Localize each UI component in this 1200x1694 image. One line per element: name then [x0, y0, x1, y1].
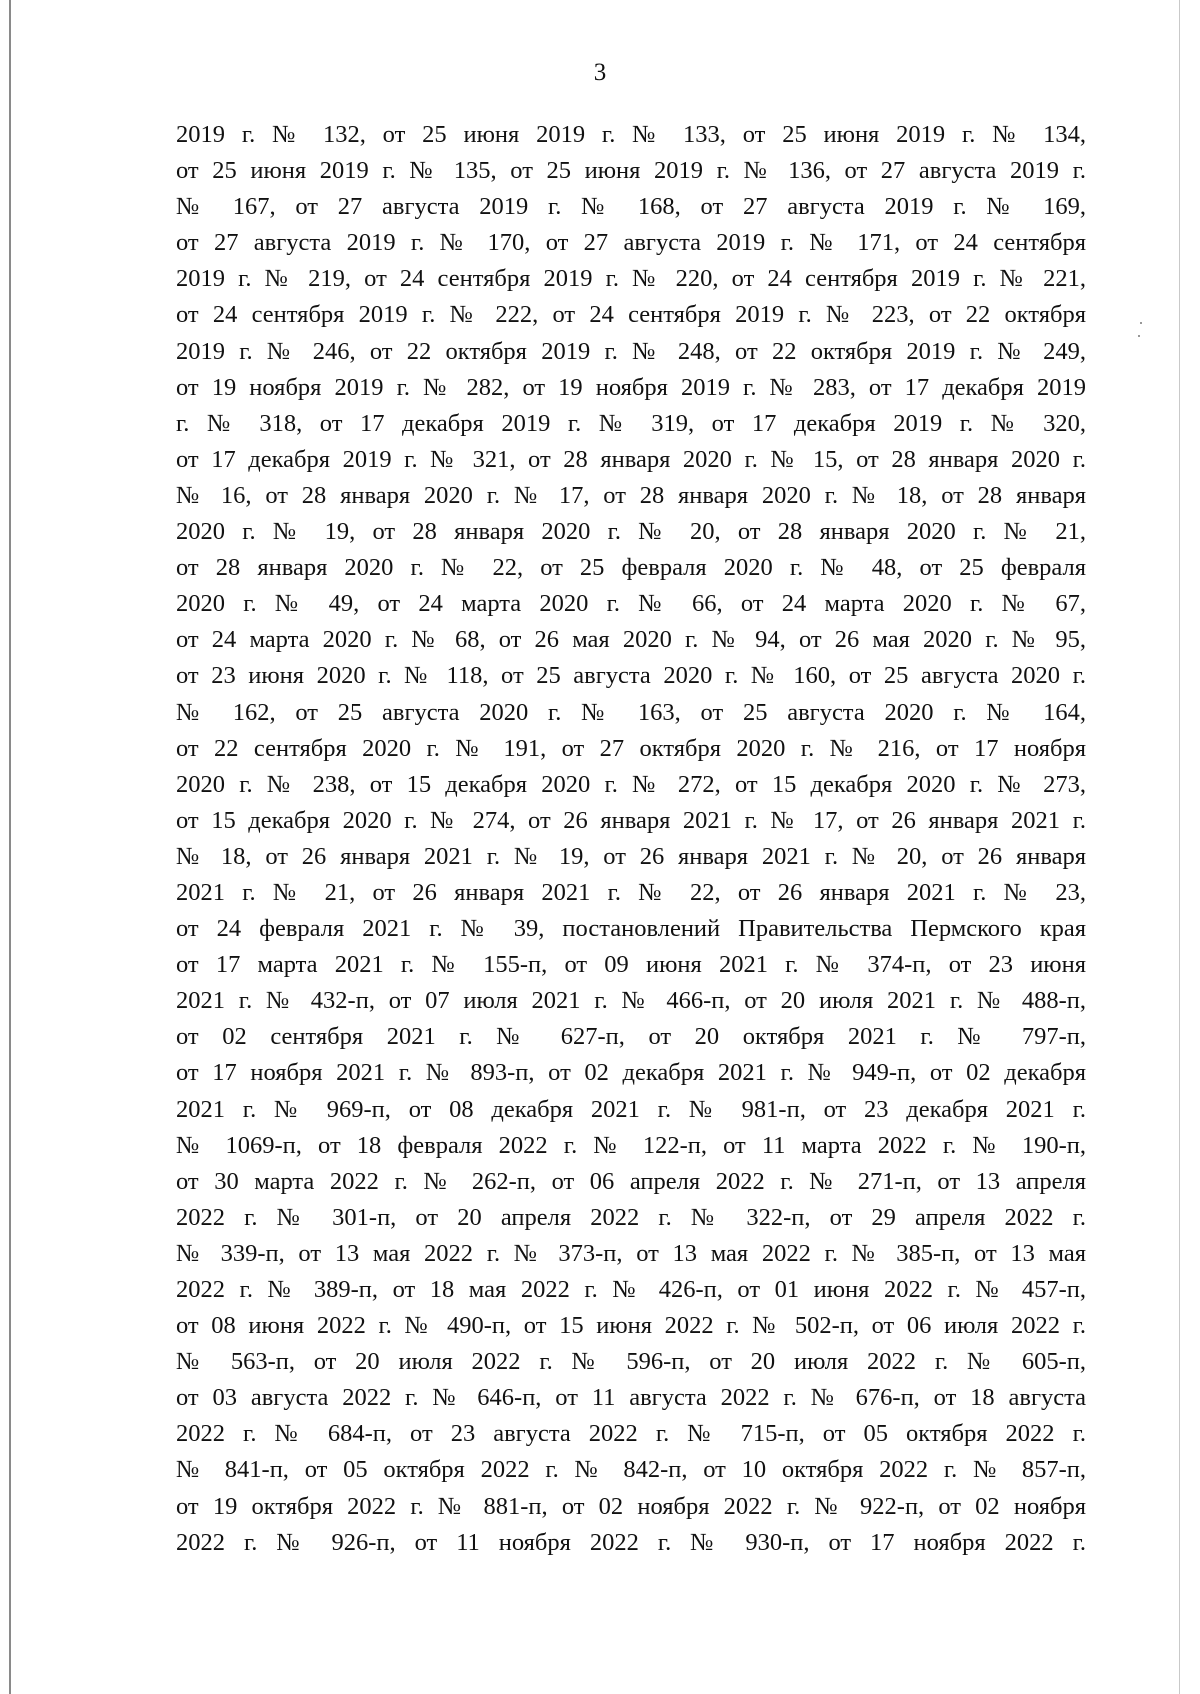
text-line: № 841-п, от 05 октября 2022 г. № 842-п, от 10 октября 2022 г. № 857-п,	[176, 1456, 1086, 1484]
text-line: 2020 г. № 49, от 24 марта 2020 г. № 66, от 24 марта 2020 г. № 67,	[176, 590, 1086, 618]
text-line: г. № 318, от 17 декабря 2019 г. № 319, от 17 декабря 2019 г. № 320,	[176, 409, 1086, 437]
text-line: от 24 февраля 2021 г. № 39, постановлений Правительства Пермского края	[176, 915, 1086, 943]
text-line: от 30 марта 2022 г. № 262-п, от 06 апреля 2022 г. № 271-п, от 13 апреля	[176, 1167, 1086, 1195]
text-line: от 27 августа 2019 г. № 170, от 27 августа 2019 г. № 171, от 24 сентября	[176, 229, 1086, 257]
text-line: № 18, от 26 января 2021 г. № 19, от 26 января 2021 г. № 20, от 26 января	[176, 842, 1086, 870]
text-line: от 17 марта 2021 г. № 155-п, от 09 июня 2021 г. № 374-п, от 23 июня	[176, 951, 1086, 979]
scan-right-edge	[1179, 0, 1180, 1694]
scan-speck	[1140, 322, 1142, 324]
text-line: от 25 июня 2019 г. № 135, от 25 июня 2019 г. № 136, от 27 августа 2019 г.	[176, 157, 1086, 185]
text-line: от 03 августа 2022 г. № 646-п, от 11 августа 2022 г. № 676-п, от 18 августа	[176, 1384, 1086, 1412]
scan-left-edge	[9, 0, 11, 1694]
text-line: от 02 сентября 2021 г. № 627-п, от 20 октября 2021 г. № 797-п,	[176, 1023, 1086, 1051]
body-text	[176, 117, 1086, 1561]
text-line: 2022 г. № 301-п, от 20 апреля 2022 г. № 322-п, от 29 апреля 2022 г.	[176, 1203, 1086, 1231]
scan-speck	[1138, 335, 1140, 337]
text-line: № 162, от 25 августа 2020 г. № 163, от 25 августа 2020 г. № 164,	[176, 698, 1086, 726]
text-line: № 339-п, от 13 мая 2022 г. № 373-п, от 13 мая 2022 г. № 385-п, от 13 мая	[176, 1239, 1086, 1267]
text-line: 2021 г. № 21, от 26 января 2021 г. № 22, от 26 января 2021 г. № 23,	[176, 878, 1086, 906]
text-line: от 24 марта 2020 г. № 68, от 26 мая 2020 г. № 94, от 26 мая 2020 г. № 95,	[176, 626, 1086, 654]
text-line: 2022 г. № 926-п, от 11 ноября 2022 г. № 930-п, от 17 ноября 2022 г.	[176, 1528, 1086, 1556]
text-line: 2019 г. № 132, от 25 июня 2019 г. № 133, от 25 июня 2019 г. № 134,	[176, 121, 1086, 148]
text-line: от 17 ноября 2021 г. № 893-п, от 02 декабря 2021 г. № 949-п, от 02 декабря	[176, 1059, 1086, 1087]
text-line: 2021 г. № 432-п, от 07 июля 2021 г. № 466-п, от 20 июля 2021 г. № 488-п,	[176, 987, 1086, 1015]
text-line: от 28 января 2020 г. № 22, от 25 февраля 2020 г. № 48, от 25 февраля	[176, 554, 1086, 582]
text-line: от 24 сентября 2019 г. № 222, от 24 сентября 2019 г. № 223, от 22 октября	[176, 301, 1086, 329]
text-line: № 563-п, от 20 июля 2022 г. № 596-п, от 20 июля 2022 г. № 605-п,	[176, 1348, 1086, 1376]
page-number: 3	[593, 59, 607, 86]
text-line: № 167, от 27 августа 2019 г. № 168, от 27 августа 2019 г. № 169,	[176, 193, 1086, 221]
text-line: от 23 июня 2020 г. № 118, от 25 августа 2020 г. № 160, от 25 августа 2020 г.	[176, 662, 1086, 690]
text-line: от 19 октября 2022 г. № 881-п, от 02 ноября 2022 г. № 922-п, от 02 ноября	[176, 1492, 1086, 1520]
text-line: 2022 г. № 684-п, от 23 августа 2022 г. № 715-п, от 05 октября 2022 г.	[176, 1420, 1086, 1448]
text-line: 2021 г. № 969-п, от 08 декабря 2021 г. № 981-п, от 23 декабря 2021 г.	[176, 1095, 1086, 1123]
text-line: 2019 г. № 219, от 24 сентября 2019 г. № 220, от 24 сентября 2019 г. № 221,	[176, 265, 1086, 293]
text-line: от 22 сентября 2020 г. № 191, от 27 октября 2020 г. № 216, от 17 ноября	[176, 734, 1086, 762]
text-line: 2020 г. № 19, от 28 января 2020 г. № 20, от 28 января 2020 г. № 21,	[176, 518, 1086, 546]
text-line: 2019 г. № 246, от 22 октября 2019 г. № 248, от 22 октября 2019 г. № 249,	[176, 337, 1086, 365]
text-line: 2022 г. № 389-п, от 18 мая 2022 г. № 426-п, от 01 июня 2022 г. № 457-п,	[176, 1276, 1086, 1303]
text-line: № 1069-п, от 18 февраля 2022 г. № 122-п, от 11 марта 2022 г. № 190-п,	[176, 1131, 1086, 1159]
text-line: от 08 июня 2022 г. № 490-п, от 15 июня 2022 г. № 502-п, от 06 июля 2022 г.	[176, 1312, 1086, 1340]
text-line: от 19 ноября 2019 г. № 282, от 19 ноября 2019 г. № 283, от 17 декабря 2019	[176, 373, 1086, 401]
text-line: от 15 декабря 2020 г. № 274, от 26 января 2021 г. № 17, от 26 января 2021 г.	[176, 806, 1086, 834]
text-line: от 17 декабря 2019 г. № 321, от 28 января 2020 г. № 15, от 28 января 2020 г.	[176, 445, 1086, 473]
text-line: 2020 г. № 238, от 15 декабря 2020 г. № 272, от 15 декабря 2020 г. № 273,	[176, 770, 1086, 798]
text-line: № 16, от 28 января 2020 г. № 17, от 28 января 2020 г. № 18, от 28 января	[176, 481, 1086, 509]
